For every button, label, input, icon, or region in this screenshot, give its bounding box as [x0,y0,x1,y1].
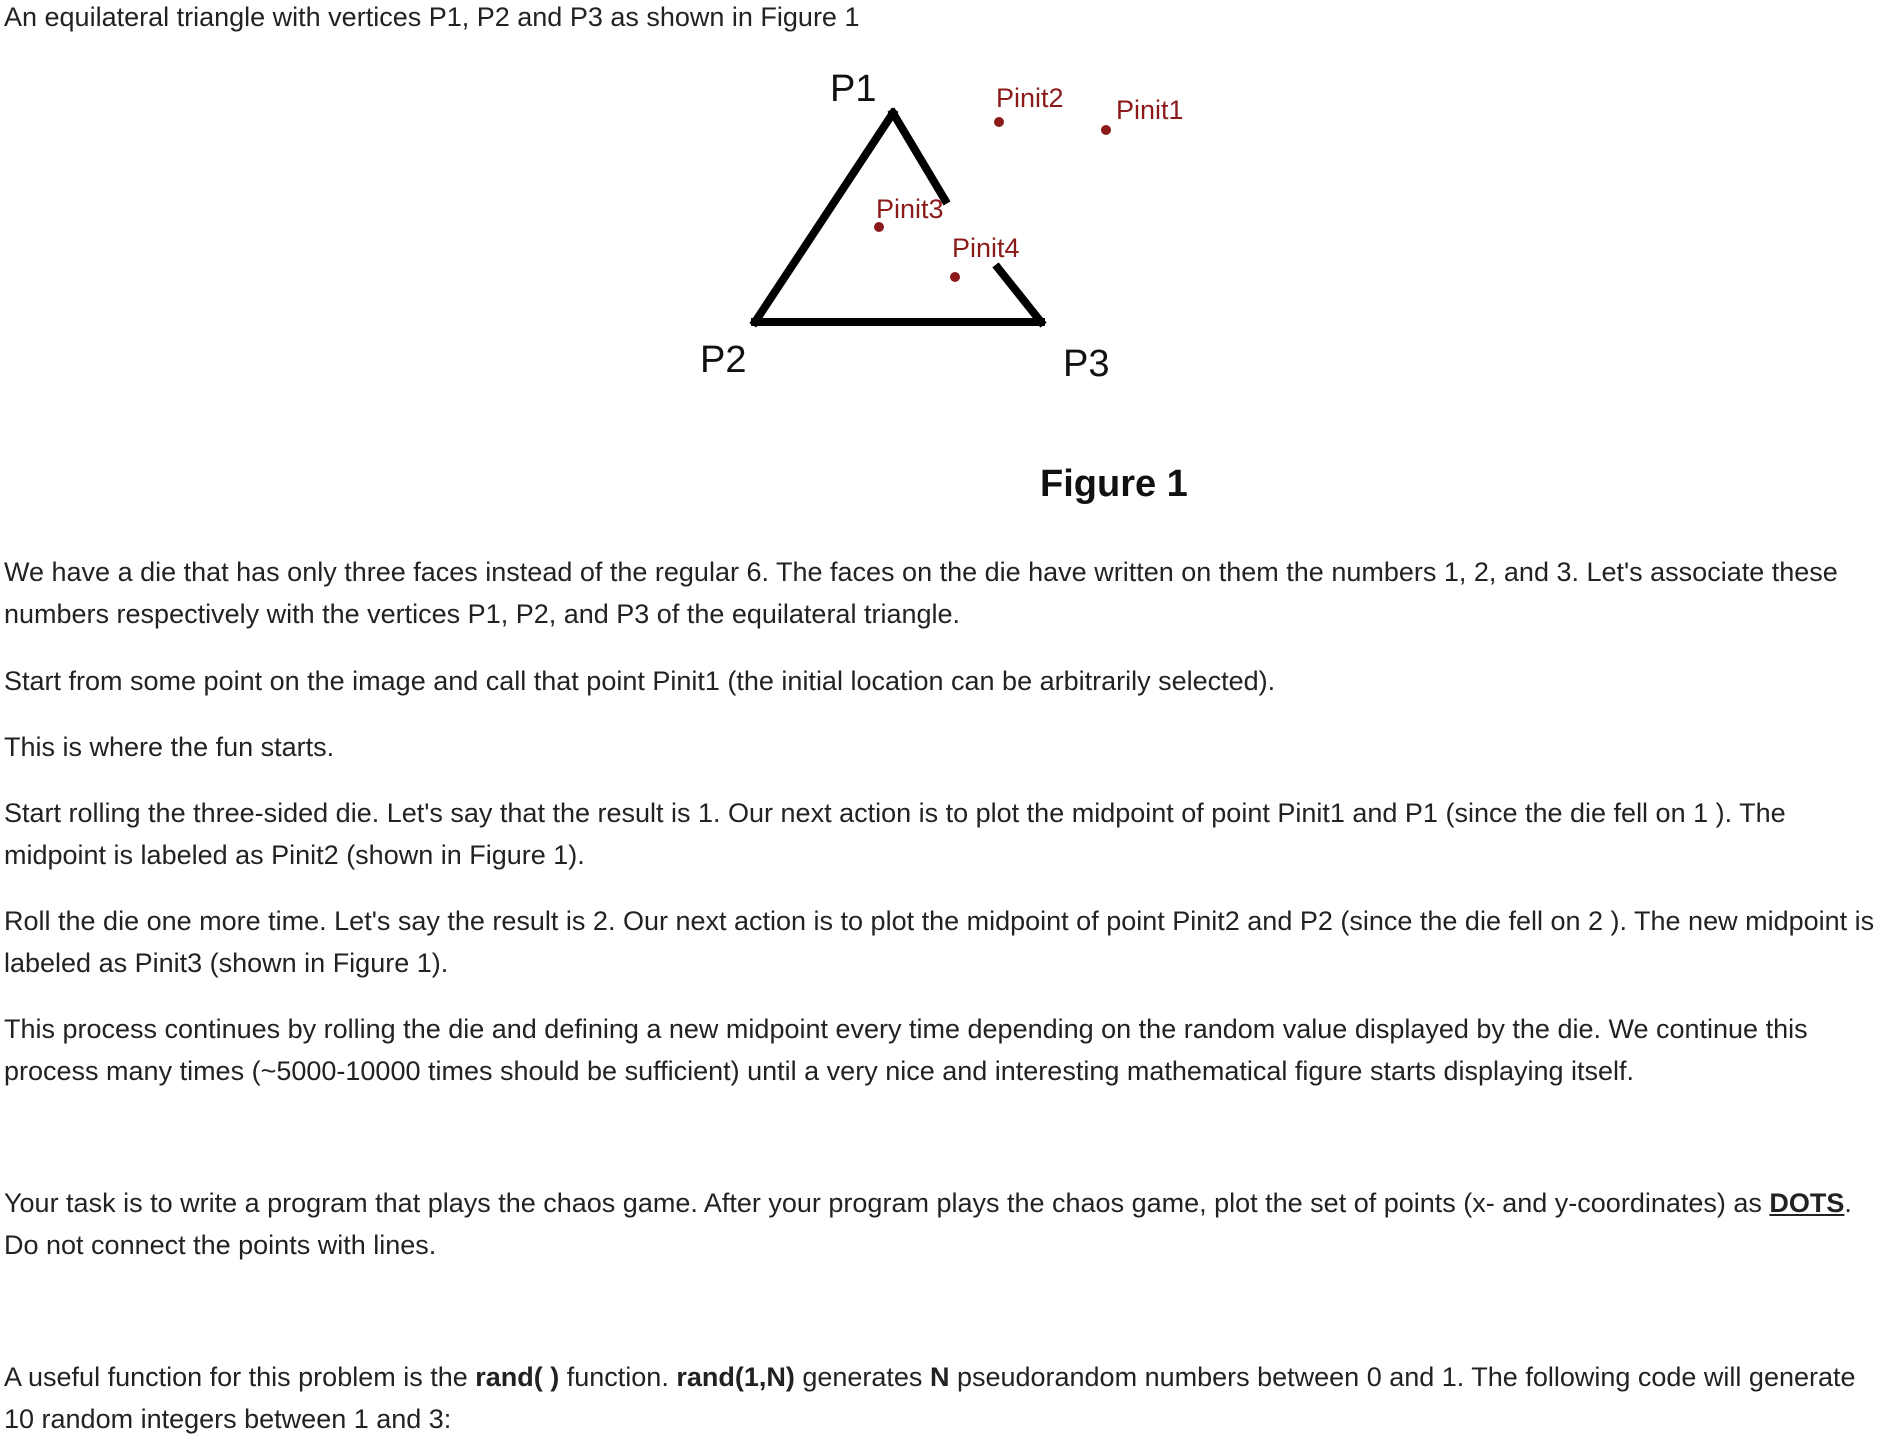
pinit4-dot [950,272,960,282]
vertex-p2-label: P2 [700,339,747,381]
vertex-p1-label: P1 [830,68,877,110]
triangle-upper-right-edge [893,113,945,200]
hint-text-2: function. [559,1362,677,1392]
vertex-p3-label: P3 [1063,343,1110,385]
hint-rand-call: rand(1,N) [676,1362,795,1392]
triangle-left-edge [755,113,893,322]
paragraph-first-roll: Start rolling the three-sided die. Let's say that the result is 1. Our next action is to plot the midpoint of point Pinit1 and P1 (since the die fell on 1 ). The midpoint is labeled as Pinit2 (shown in Figure 1). [4,798,1786,870]
hint-text-4: pseudorandom numbers between 0 and 1. The following code will generate 10 random integers between 1 and 3: [4,1362,1856,1434]
pinit4-label: Pinit4 [952,233,1020,263]
figure-caption: Figure 1 [1040,463,1188,505]
hint-n-var: N [929,1362,950,1392]
task-dots-emphasis: DOTS [1769,1188,1845,1218]
paragraph-task [4,1182,1876,1266]
paragraph-second-roll: Roll the die one more time. Let's say the result is 2. Our next action is to plot the midpoint of point Pinit2 and P2 (since the die fell on 2 ). The new midpoint is labeled as Pinit3 (shown in Figure 1). [4,906,1875,978]
hint-rand-function: rand( ) [475,1362,560,1392]
pinit2-dot [994,117,1004,127]
paragraph-rand-hint [4,1356,1876,1440]
paragraph-start-point: Start from some point on the image and call that point Pinit1 (the initial location can be arbitrarily selected). [4,666,1276,696]
pinit3-label: Pinit3 [876,194,944,224]
task-text-after: . Do not connect the points with lines. [4,1188,1852,1260]
pinit1-label: Pinit1 [1116,95,1184,125]
triangle-lower-right-edge [998,268,1041,322]
intro-text: An equilateral triangle with vertices P1, P2 and P3 as shown in Figure 1 [4,2,860,32]
paragraph-fun-starts: This is where the fun starts. [4,732,335,762]
paragraph-die: We have a die that has only three faces instead of the regular 6. The faces on the die have written on them the numbers 1, 2, and 3. Let's associate these numbers respectively with the vertices P1, P2, and P3 of the equilateral triangle. [4,557,1838,629]
pinit1-dot [1101,125,1111,135]
pinit2-label: Pinit2 [996,83,1064,113]
task-text-before: Your task is to write a program that plays the chaos game. After your program plays the chaos game, plot the set of points (x- and y-coordinates) as [4,1188,1770,1218]
paragraph-process: This process continues by rolling the die and defining a new midpoint every time depending on the random value displayed by the die. We continue this process many times (~5000-10000 times should be sufficient) until a very nice and interesting mathematical figure starts displaying itself. [4,1014,1808,1086]
hint-text-3: generates [794,1362,930,1392]
figure-1 [0,0,1884,520]
hint-text-1: A useful function for this problem is the [4,1362,476,1392]
